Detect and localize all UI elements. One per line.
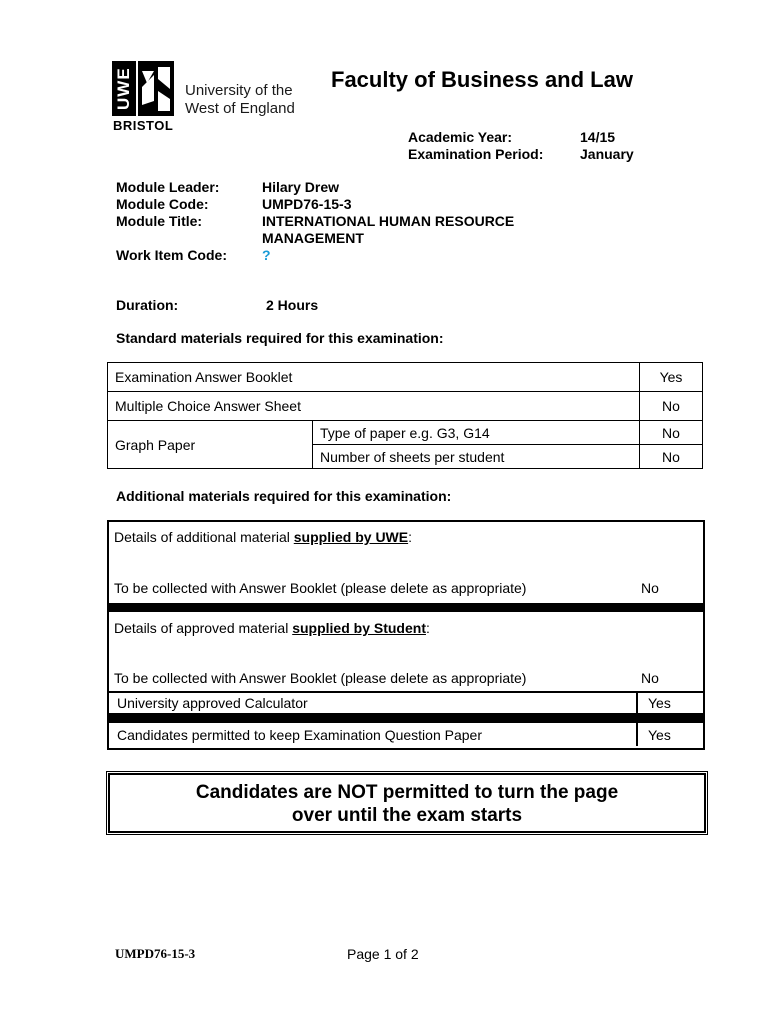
module-leader-label: Module Leader: [116, 179, 220, 195]
footer-page-number: Page 1 of 2 [347, 946, 419, 962]
standard-materials-heading: Standard materials required for this examination: [116, 330, 444, 346]
graph-paper-sub-value: No [640, 445, 703, 469]
table-row [108, 363, 703, 392]
collect-text-1: To be collected with Answer Booklet (please delete as appropriate) [114, 580, 527, 596]
calculator-value: Yes [648, 695, 671, 711]
logo-name-line-1: University of the [185, 82, 293, 99]
module-title-line-1: INTERNATIONAL HUMAN RESOURCE [262, 213, 515, 229]
logo-city: BRISTOL [113, 118, 174, 133]
logo-university-name [185, 82, 295, 118]
material-value: No [640, 392, 703, 421]
student-details-suffix: : [425, 620, 430, 636]
work-item-code-value: ? [262, 247, 271, 263]
exam-period-value: January [580, 146, 634, 162]
divider-bar [107, 603, 705, 612]
graph-paper-sub-label: Number of sheets per student [313, 445, 640, 469]
divider-line [636, 723, 638, 746]
student-details-prefix: Details of approved material [114, 620, 293, 636]
uwe-details-suffix: : [408, 529, 412, 545]
notice-line-2: over until the exam starts [291, 805, 523, 826]
academic-year-value: 14/15 [580, 129, 616, 145]
keep-paper-label: Candidates permitted to keep Examination Question Paper [117, 727, 482, 743]
table-row [108, 421, 703, 445]
notice-box [108, 773, 706, 833]
standard-materials-table [107, 362, 703, 469]
collect-text-2: To be collected with Answer Booklet (please delete as appropriate) [114, 670, 527, 686]
material-item: Examination Answer Booklet [108, 363, 640, 392]
graph-paper-item: Graph Paper [108, 421, 313, 469]
academic-year-label: Academic Year: [408, 129, 513, 145]
notice-line-1: Candidates are NOT permitted to turn the page [195, 782, 619, 803]
faculty-title: Faculty of Business and Law [331, 67, 633, 92]
module-code-value: UMPD76-15-3 [262, 196, 352, 212]
uwe-logo-icon [138, 61, 174, 116]
exam-period-label: Examination Period: [408, 146, 544, 162]
additional-materials-heading: Additional materials required for this examination: [116, 488, 452, 504]
uwe-details-prefix: Details of additional material [114, 529, 294, 545]
module-leader-value: Hilary Drew [262, 179, 340, 195]
footer-module-code: UMPD76-15-3 [115, 946, 196, 961]
divider-line [107, 691, 705, 693]
table-row [108, 392, 703, 421]
logo-name-line-2: West of England [185, 100, 295, 117]
keep-paper-value: Yes [648, 727, 671, 743]
uwe-details-bold: supplied by UWE [293, 529, 409, 545]
graph-paper-sub-value: No [640, 421, 703, 445]
calculator-label: University approved Calculator [117, 695, 308, 711]
student-supplied-details [114, 620, 430, 636]
logo-uwe-mark: UWE [112, 61, 136, 116]
student-details-bold: supplied by Student [292, 620, 426, 636]
module-title-label: Module Title: [116, 213, 203, 229]
uwe-supplied-details [114, 529, 412, 545]
duration-label: Duration: [116, 297, 179, 313]
material-item: Multiple Choice Answer Sheet [108, 392, 640, 421]
material-value: Yes [640, 363, 703, 392]
work-item-code-label: Work Item Code: [116, 247, 227, 263]
module-code-label: Module Code: [116, 196, 209, 212]
module-title-line-2: MANAGEMENT [262, 230, 364, 246]
collect-value-1: No [641, 580, 659, 596]
duration-value: 2 Hours [266, 297, 319, 313]
divider-line [636, 692, 638, 713]
divider-bar [107, 713, 705, 723]
collect-value-2: No [641, 670, 659, 686]
graph-paper-sub-label: Type of paper e.g. G3, G14 [313, 421, 640, 445]
